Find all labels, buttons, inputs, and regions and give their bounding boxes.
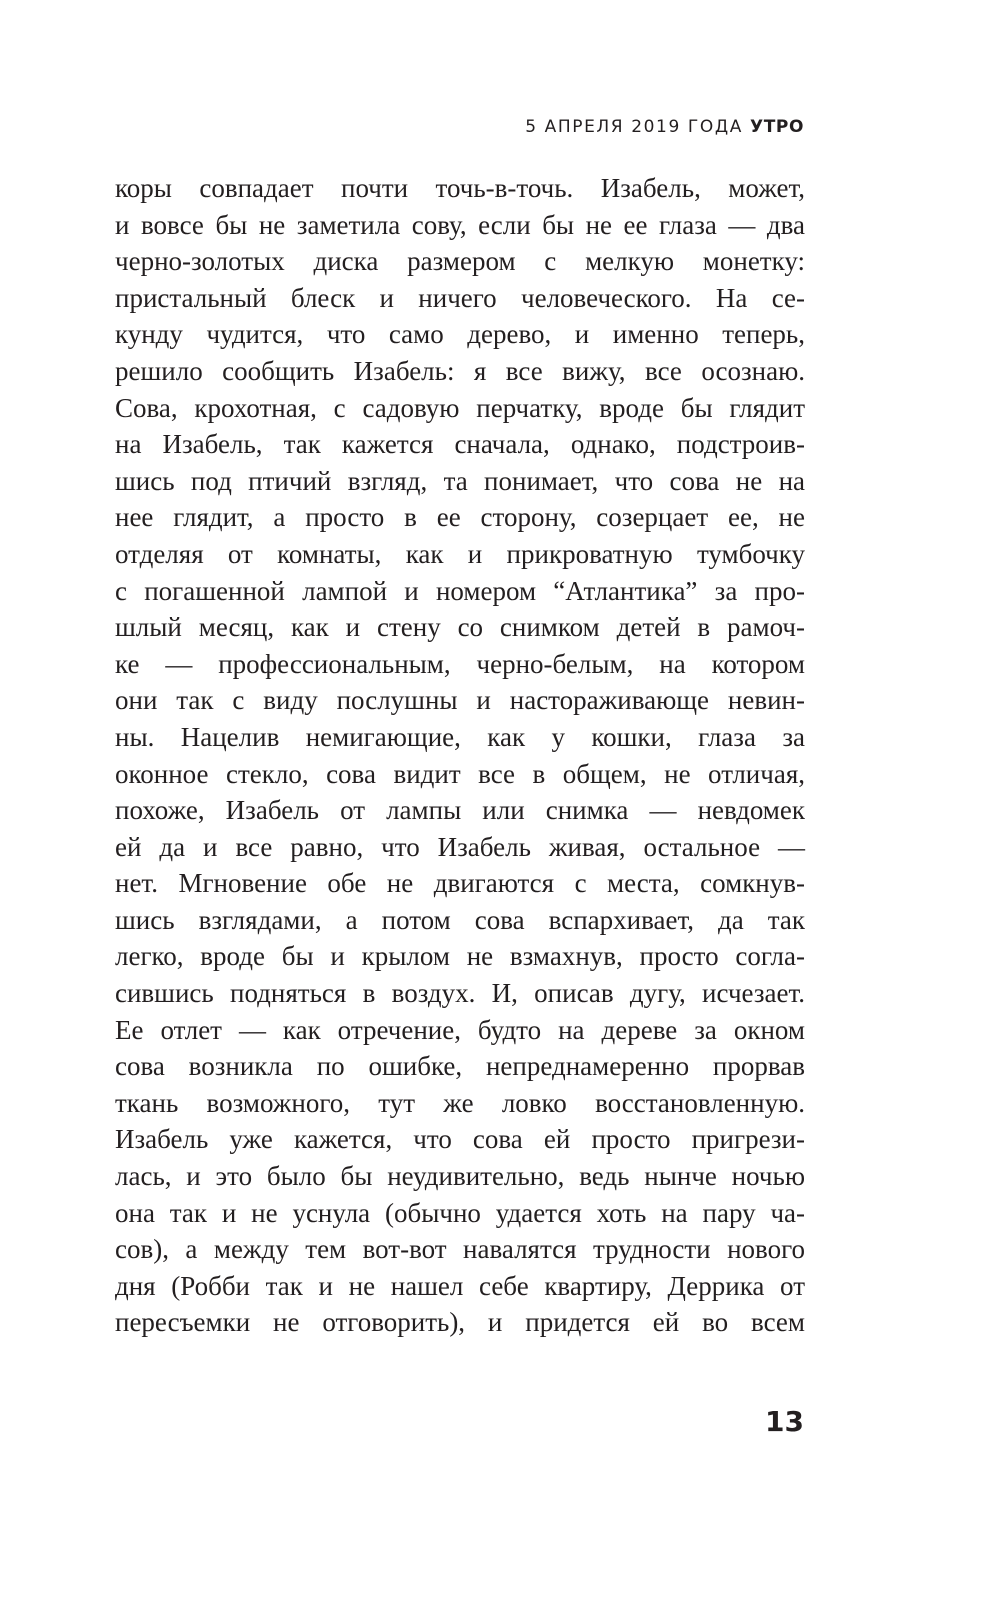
text-line: Ее отлет — как отречение, будто на дереве за окном <box>115 1014 805 1045</box>
text-line: нет. Мгновение обе не двигаются с места, сомкнув- <box>115 868 805 899</box>
text-line: нее глядит, а просто в ее сторону, созерцает ее, не <box>115 502 805 533</box>
text-line: ны. Нацелив немигающие, как у кошки, глаза за <box>115 721 805 752</box>
text-line: ей да и все равно, что Изабель живая, остальное — <box>115 831 805 862</box>
running-head <box>525 115 804 139</box>
text-line: шлый месяц, как и стену со снимком детей в рамоч- <box>115 612 805 643</box>
running-head-section: УТРО <box>749 117 804 137</box>
body-text <box>115 170 805 1341</box>
text-line: коры совпадает почти точь-в-точь. Изабель, может, <box>115 173 805 203</box>
text-line: с погашенной лампой и номером “Атлантика” за про- <box>115 575 805 606</box>
running-head-date: 5 АПРЕЛЯ 2019 ГОДА <box>525 117 743 137</box>
text-line: ткань возможного, тут же ловко восстановленную. <box>115 1087 805 1118</box>
text-line: пристальный блеск и ничего человеческого. На се- <box>115 282 805 313</box>
text-line: на Изабель, так кажется сначала, однако, подстроив- <box>115 429 805 460</box>
text-line: легко, вроде бы и крылом не взмахнув, просто согла- <box>115 941 805 972</box>
text-line: шись взглядами, а потом сова вспархивает, да так <box>115 904 805 935</box>
text-line: Изабель уже кажется, что сова ей просто пригрези- <box>115 1124 805 1155</box>
text-line: дня (Робби так и не нашел себе квартиру, Деррика от <box>115 1270 805 1301</box>
text-line: сившись подняться в воздух. И, описав дугу, исчезает. <box>115 978 805 1009</box>
text-line: ке — профессиональным, черно-белым, на котором <box>115 648 805 679</box>
text-line: похоже, Изабель от лампы или снимка — невдомек <box>115 795 805 826</box>
text-line: шись под птичий взгляд, та понимает, что сова не на <box>115 465 805 496</box>
text-line: и вовсе бы не заметила сову, если бы не ее глаза — два <box>115 209 805 240</box>
text-line: она так и не уснула (обычно удается хоть на пару ча- <box>115 1197 805 1228</box>
text-line: кунду чудится, что само дерево, и именно теперь, <box>115 319 805 350</box>
text-line: оконное стекло, сова видит все в общем, не отличая, <box>115 758 805 789</box>
text-line: пересъемки не отговорить), и придется ей во всем <box>115 1307 805 1338</box>
text-line: они так с виду послушны и настораживающе невин- <box>115 685 805 716</box>
text-line: черно-золотых диска размером с мелкую монетку: <box>115 246 805 277</box>
text-line: отделяя от комнаты, как и прикроватную тумбочку <box>115 538 805 569</box>
text-line: сов), а между тем вот-вот навалятся трудности нового <box>115 1234 805 1265</box>
text-line: лась, и это было бы неудивительно, ведь нынче ночью <box>115 1161 805 1192</box>
text-line: Сова, крохотная, с садовую перчатку, вроде бы глядит <box>115 392 805 423</box>
text-line: сова возникла по ошибке, непреднамеренно прорвав <box>115 1051 805 1082</box>
text-line: решило сообщить Изабель: я все вижу, все осознаю. <box>115 355 805 386</box>
page-number: 13 <box>765 1405 804 1438</box>
